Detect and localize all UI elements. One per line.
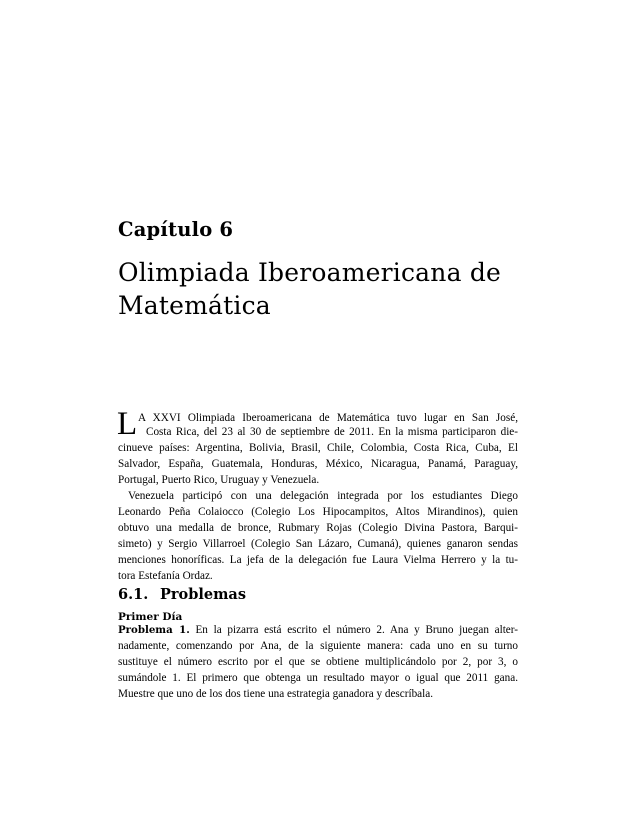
section-number: 6.1.	[118, 586, 149, 603]
problem-line: sustituye el número escrito por el que se obtiene multiplicándolo por 2, por 3, o	[118, 656, 518, 668]
chapter-label: Capítulo 6	[118, 218, 234, 241]
day-subheading: Primer Día	[118, 611, 183, 623]
section-title: Problemas	[160, 586, 246, 603]
problem-line	[118, 624, 518, 637]
drop-cap: L	[117, 406, 138, 442]
problem-line: Muestre que uno de los dos tiene una estrategia ganadora y descríbala.	[118, 688, 434, 700]
intro-line: cinueve países: Argentina, Bolivia, Brasil, Chile, Colombia, Costa Rica, Cuba, El	[118, 442, 518, 454]
delegation-line: simeto) y Sergio Villarroel (Colegio San Lázaro, Cumaná), quienes ganaron sendas	[118, 538, 518, 550]
delegation-line: Leonardo Peña Colaiocco (Colegio Los Hipocampitos, Altos Mirandinos), quien	[118, 506, 518, 518]
intro-line: Salvador, España, Guatemala, Honduras, México, Nicaragua, Panamá, Paraguay,	[118, 458, 518, 470]
chapter-title	[118, 256, 558, 322]
problem-line: sumándole 1. El primero que obtenga un resultado mayor o igual que 2011 gana.	[118, 672, 518, 684]
intro-line: A XXVI Olimpiada Iberoamericana de Matemática tuvo lugar en San José,	[138, 412, 518, 424]
problem-line: nadamente, comenzando por Ana, de la siguiente manera: cada uno en su turno	[118, 640, 518, 652]
intro-line: Portugal, Puerto Rico, Uruguay y Venezuela.	[118, 474, 320, 486]
problem-label: Problema 1.	[118, 624, 190, 636]
chapter-title-line: Olimpiada Iberoamericana de	[118, 258, 502, 287]
delegation-line: tora Estefanía Ordaz.	[118, 570, 213, 582]
delegation-line: Venezuela participó con una delegación integrada por los estudiantes Diego	[128, 490, 518, 502]
section-heading	[118, 586, 246, 603]
chapter-title-line: Matemática	[118, 291, 271, 320]
intro-line: Costa Rica, del 23 al 30 de septiembre de 2011. En la misma participaron die-	[146, 426, 518, 438]
problem-text: En la pizarra está escrito el número 2. Ana y Bruno juegan alter-	[195, 624, 518, 636]
delegation-line: menciones honoríficas. La jefa de la delegación fue Laura Vielma Herrero y la tu-	[118, 554, 518, 566]
delegation-line: obtuvo una medalla de bronce, Rubmary Rojas (Colegio Divina Pastora, Barqui-	[118, 522, 518, 534]
